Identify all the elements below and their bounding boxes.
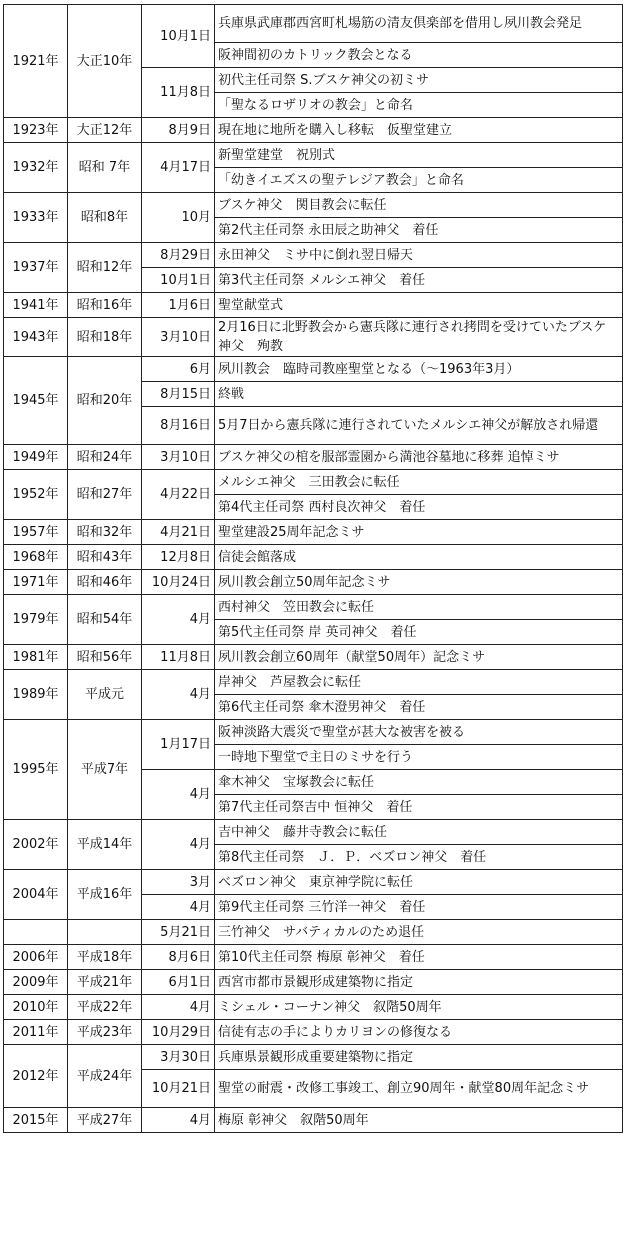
table-row <box>4 945 623 970</box>
date-cell: 8月16日 <box>142 407 215 445</box>
date-cell: 11月8日 <box>142 68 215 118</box>
date-cell: 10月21日 <box>142 1070 215 1108</box>
table-row <box>4 143 623 168</box>
year-cell: 1949年 <box>4 445 68 470</box>
event-cell: 兵庫県景観形成重要建築物に指定 <box>215 1045 623 1070</box>
table-row <box>4 995 623 1020</box>
table-row <box>4 243 623 268</box>
date-cell: 1月17日 <box>142 720 215 770</box>
table-row <box>4 1045 623 1070</box>
year-cell: 2006年 <box>4 945 68 970</box>
date-cell: 10月24日 <box>142 570 215 595</box>
year-cell: 1968年 <box>4 545 68 570</box>
event-cell: 初代主任司祭 S.ブスケ神父の初ミサ <box>215 68 623 93</box>
year-cell: 2004年 <box>4 870 68 920</box>
history-table <box>3 4 623 1133</box>
table-row <box>4 193 623 218</box>
era-cell: 平成23年 <box>68 1020 142 1045</box>
year-cell: 1979年 <box>4 595 68 645</box>
year-cell: 1952年 <box>4 470 68 520</box>
event-cell: 一時地下聖堂で主日のミサを行う <box>215 745 623 770</box>
event-cell: 兵庫県武庫郡西宮町札場筋の清友倶楽部を借用し夙川教会発足 <box>215 5 623 43</box>
date-cell: 4月21日 <box>142 520 215 545</box>
table-row <box>4 595 623 620</box>
date-cell: 10月1日 <box>142 268 215 293</box>
year-cell: 1937年 <box>4 243 68 293</box>
date-cell: 3月10日 <box>142 318 215 357</box>
year-cell: 2011年 <box>4 1020 68 1045</box>
era-cell: 昭和56年 <box>68 645 142 670</box>
date-cell: 8月9日 <box>142 118 215 143</box>
event-cell: 新聖堂建堂 祝別式 <box>215 143 623 168</box>
table-row <box>4 645 623 670</box>
era-cell: 平成27年 <box>68 1108 142 1133</box>
year-cell: 1971年 <box>4 570 68 595</box>
era-cell: 平成16年 <box>68 870 142 920</box>
date-cell: 12月8日 <box>142 545 215 570</box>
date-cell: 6月 <box>142 357 215 382</box>
event-cell: メルシエ神父 三田教会に転任 <box>215 470 623 495</box>
event-cell: 西村神父 笠田教会に転任 <box>215 595 623 620</box>
event-cell: 三竹神父 サバティカルのため退任 <box>215 920 623 945</box>
table-row <box>4 920 623 945</box>
era-cell: 昭和32年 <box>68 520 142 545</box>
year-cell: 2010年 <box>4 995 68 1020</box>
year-cell: 1981年 <box>4 645 68 670</box>
era-cell: 昭和18年 <box>68 318 142 357</box>
date-cell: 3月10日 <box>142 445 215 470</box>
table-row <box>4 118 623 143</box>
history-table-body <box>4 5 623 1133</box>
event-cell: 5月7日から憲兵隊に連行されていたメルシエ神父が解放され帰還 <box>215 407 623 445</box>
table-row <box>4 720 623 745</box>
era-cell <box>68 920 142 945</box>
year-cell: 1945年 <box>4 357 68 445</box>
date-cell: 11月8日 <box>142 645 215 670</box>
event-cell: 聖堂献堂式 <box>215 293 623 318</box>
event-cell: 終戦 <box>215 382 623 407</box>
event-cell: 現在地に地所を購入し移転 仮聖堂建立 <box>215 118 623 143</box>
era-cell: 昭和27年 <box>68 470 142 520</box>
date-cell: 4月 <box>142 595 215 645</box>
event-cell: 夙川教会 臨時司教座聖堂となる（〜1963年3月） <box>215 357 623 382</box>
event-cell: 傘木神父 宝塚教会に転任 <box>215 770 623 795</box>
table-row <box>4 570 623 595</box>
event-cell: 第10代主任司祭 梅原 彰神父 着任 <box>215 945 623 970</box>
era-cell: 昭和 7年 <box>68 143 142 193</box>
year-cell: 1933年 <box>4 193 68 243</box>
table-row <box>4 318 623 357</box>
event-cell: 聖堂の耐震・改修工事竣工、創立90周年・献堂80周年記念ミサ <box>215 1070 623 1108</box>
date-cell: 10月1日 <box>142 5 215 68</box>
era-cell: 昭和46年 <box>68 570 142 595</box>
table-row <box>4 820 623 845</box>
event-cell: ブスケ神父の棺を服部霊園から満池谷墓地に移葬 追悼ミサ <box>215 445 623 470</box>
date-cell: 8月29日 <box>142 243 215 268</box>
era-cell: 昭和54年 <box>68 595 142 645</box>
event-cell: 阪神間初のカトリック教会となる <box>215 43 623 68</box>
event-cell: 信徒会館落成 <box>215 545 623 570</box>
event-cell: 梅原 彰神父 叙階50周年 <box>215 1108 623 1133</box>
event-cell: 第7代主任司祭吉中 恒神父 着任 <box>215 795 623 820</box>
era-cell: 昭和12年 <box>68 243 142 293</box>
table-row <box>4 470 623 495</box>
era-cell: 平成14年 <box>68 820 142 870</box>
era-cell: 昭和8年 <box>68 193 142 243</box>
event-cell: 夙川教会創立50周年記念ミサ <box>215 570 623 595</box>
event-cell: 第5代主任司祭 岸 英司神父 着任 <box>215 620 623 645</box>
year-cell: 1921年 <box>4 5 68 118</box>
date-cell: 4月 <box>142 820 215 870</box>
event-cell: ベズロン神父 東京神学院に転任 <box>215 870 623 895</box>
date-cell: 4月 <box>142 995 215 1020</box>
event-cell: 第4代主任司祭 西村良次神父 着任 <box>215 495 623 520</box>
year-cell: 1923年 <box>4 118 68 143</box>
event-cell: 第8代主任司祭 Ｊ．Ｐ．ベズロン神父 着任 <box>215 845 623 870</box>
year-cell: 2012年 <box>4 1045 68 1108</box>
era-cell: 平成22年 <box>68 995 142 1020</box>
event-cell: 「幼きイエズスの聖テレジア教会」と命名 <box>215 168 623 193</box>
table-row <box>4 1020 623 1045</box>
era-cell: 平成24年 <box>68 1045 142 1108</box>
event-cell: ミシェル・コーナン神父 叙階50周年 <box>215 995 623 1020</box>
table-row <box>4 5 623 43</box>
table-row <box>4 1108 623 1133</box>
event-cell: 第6代主任司祭 傘木澄男神父 着任 <box>215 695 623 720</box>
era-cell: 大正10年 <box>68 5 142 118</box>
table-row <box>4 670 623 695</box>
event-cell: 吉中神父 藤井寺教会に転任 <box>215 820 623 845</box>
date-cell: 4月 <box>142 1108 215 1133</box>
year-cell: 2015年 <box>4 1108 68 1133</box>
date-cell: 3月 <box>142 870 215 895</box>
event-cell: 第9代主任司祭 三竹洋一神父 着任 <box>215 895 623 920</box>
date-cell: 4月 <box>142 670 215 720</box>
era-cell: 昭和20年 <box>68 357 142 445</box>
era-cell: 大正12年 <box>68 118 142 143</box>
era-cell: 平成18年 <box>68 945 142 970</box>
date-cell: 4月 <box>142 770 215 820</box>
event-cell: 岸神父 芦屋教会に転任 <box>215 670 623 695</box>
date-cell: 1月6日 <box>142 293 215 318</box>
event-cell: 信徒有志の手によりカリヨンの修復なる <box>215 1020 623 1045</box>
era-cell: 昭和24年 <box>68 445 142 470</box>
event-cell: ブスケ神父 関目教会に転任 <box>215 193 623 218</box>
year-cell: 1941年 <box>4 293 68 318</box>
date-cell: 4月22日 <box>142 470 215 520</box>
date-cell: 4月 <box>142 895 215 920</box>
table-row <box>4 520 623 545</box>
date-cell: 8月6日 <box>142 945 215 970</box>
year-cell: 1989年 <box>4 670 68 720</box>
event-cell: 聖堂建設25周年記念ミサ <box>215 520 623 545</box>
era-cell: 平成7年 <box>68 720 142 820</box>
event-cell: 第3代主任司祭 メルシエ神父 着任 <box>215 268 623 293</box>
date-cell: 10月 <box>142 193 215 243</box>
year-cell <box>4 920 68 945</box>
era-cell: 昭和16年 <box>68 293 142 318</box>
year-cell: 1932年 <box>4 143 68 193</box>
date-cell: 4月17日 <box>142 143 215 193</box>
era-cell: 平成21年 <box>68 970 142 995</box>
year-cell: 2002年 <box>4 820 68 870</box>
date-cell: 8月15日 <box>142 382 215 407</box>
table-row <box>4 445 623 470</box>
date-cell: 6月1日 <box>142 970 215 995</box>
event-cell: 西宮市都市景観形成建築物に指定 <box>215 970 623 995</box>
year-cell: 1995年 <box>4 720 68 820</box>
date-cell: 10月29日 <box>142 1020 215 1045</box>
event-cell: 2月16日に北野教会から憲兵隊に連行され拷問を受けていたブスケ神父 殉教 <box>215 318 623 357</box>
table-row <box>4 293 623 318</box>
table-row <box>4 357 623 382</box>
event-cell: 第2代主任司祭 永田辰之助神父 着任 <box>215 218 623 243</box>
event-cell: 「聖なるロザリオの教会」と命名 <box>215 93 623 118</box>
event-cell: 夙川教会創立60周年（献堂50周年）記念ミサ <box>215 645 623 670</box>
year-cell: 1943年 <box>4 318 68 357</box>
year-cell: 1957年 <box>4 520 68 545</box>
date-cell: 5月21日 <box>142 920 215 945</box>
table-row <box>4 970 623 995</box>
year-cell: 2009年 <box>4 970 68 995</box>
table-row <box>4 870 623 895</box>
event-cell: 永田神父 ミサ中に倒れ翌日帰天 <box>215 243 623 268</box>
era-cell: 昭和43年 <box>68 545 142 570</box>
table-row <box>4 545 623 570</box>
event-cell: 阪神淡路大震災で聖堂が甚大な被害を被る <box>215 720 623 745</box>
date-cell: 3月30日 <box>142 1045 215 1070</box>
era-cell: 平成元 <box>68 670 142 720</box>
